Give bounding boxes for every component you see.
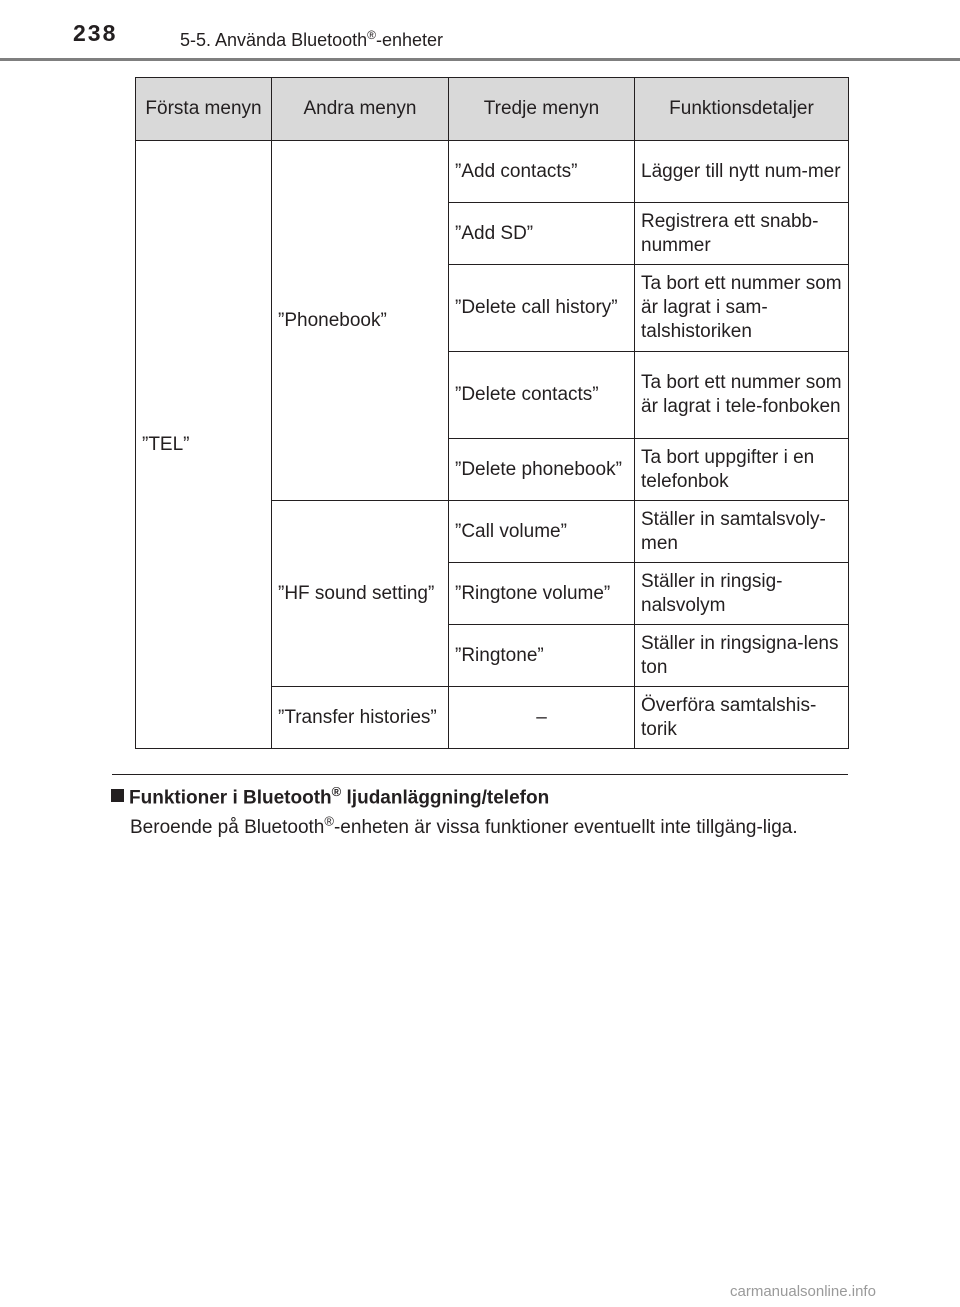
square-bullet-icon: [111, 789, 124, 802]
page-header: [0, 0, 960, 62]
second-menu-cell: ”Transfer histories”: [272, 687, 449, 749]
body-text-start: Beroende på Bluetooth: [130, 817, 325, 838]
registered-mark: ®: [367, 28, 376, 42]
page-number: 238: [73, 20, 118, 46]
detail-cell: Ställer in ringsig-nalsvolym: [635, 563, 849, 625]
third-menu-cell: –: [449, 687, 635, 749]
third-menu-cell: ”Add contacts”: [449, 141, 635, 203]
third-menu-cell: ”Ringtone volume”: [449, 563, 635, 625]
registered-mark: ®: [331, 784, 342, 799]
third-menu-cell: ”Delete phonebook”: [449, 439, 635, 501]
section-title: [180, 28, 443, 51]
first-menu-cell: ”TEL”: [136, 141, 272, 749]
detail-cell: Ta bort ett nummer som är lagrat i sam-talshistoriken: [635, 265, 849, 352]
third-menu-cell: ”Add SD”: [449, 203, 635, 265]
section-heading-suffix: ljudanläggning/telefon: [341, 787, 550, 809]
header-first-menu: Första menyn: [136, 78, 272, 141]
detail-cell: Överföra samtalshis-torik: [635, 687, 849, 749]
section-title-suffix: -enheter: [376, 30, 444, 50]
table-row: [136, 141, 849, 203]
third-menu-cell: ”Call volume”: [449, 501, 635, 563]
table-header-row: [136, 78, 849, 141]
body-paragraph: [130, 813, 842, 840]
detail-cell: Ta bort ett nummer som är lagrat i tele-fonboken: [635, 352, 849, 439]
third-menu-cell: ”Delete call history”: [449, 265, 635, 352]
section-divider: [112, 774, 848, 775]
second-menu-cell: ”Phonebook”: [272, 141, 449, 501]
second-menu-cell: ”HF sound setting”: [272, 501, 449, 687]
detail-cell: Lägger till nytt num-mer: [635, 141, 849, 203]
section-heading: [111, 784, 549, 809]
header-rule: [0, 58, 960, 61]
header-second-menu: Andra menyn: [272, 78, 449, 141]
detail-cell: Registrera ett snabb-nummer: [635, 203, 849, 265]
watermark: carmanualsonline.info: [730, 1283, 876, 1300]
header-function-details: Funktionsdetaljer: [635, 78, 849, 141]
registered-mark: ®: [324, 813, 334, 829]
section-title-text: 5-5. Använda Bluetooth: [180, 30, 368, 50]
detail-cell: Ställer in samtalsvoly-men: [635, 501, 849, 563]
detail-cell: Ta bort uppgifter i en telefonbok: [635, 439, 849, 501]
body-text-end: -enheten är vissa funktioner eventuellt inte tillgäng-liga.: [333, 817, 798, 838]
header-third-menu: Tredje menyn: [449, 78, 635, 141]
section-heading-text: Funktioner i Bluetooth: [129, 787, 332, 809]
detail-cell: Ställer in ringsigna-lens ton: [635, 625, 849, 687]
third-menu-cell: ”Delete contacts”: [449, 352, 635, 439]
third-menu-cell: ”Ringtone”: [449, 625, 635, 687]
menu-table: [135, 77, 849, 749]
